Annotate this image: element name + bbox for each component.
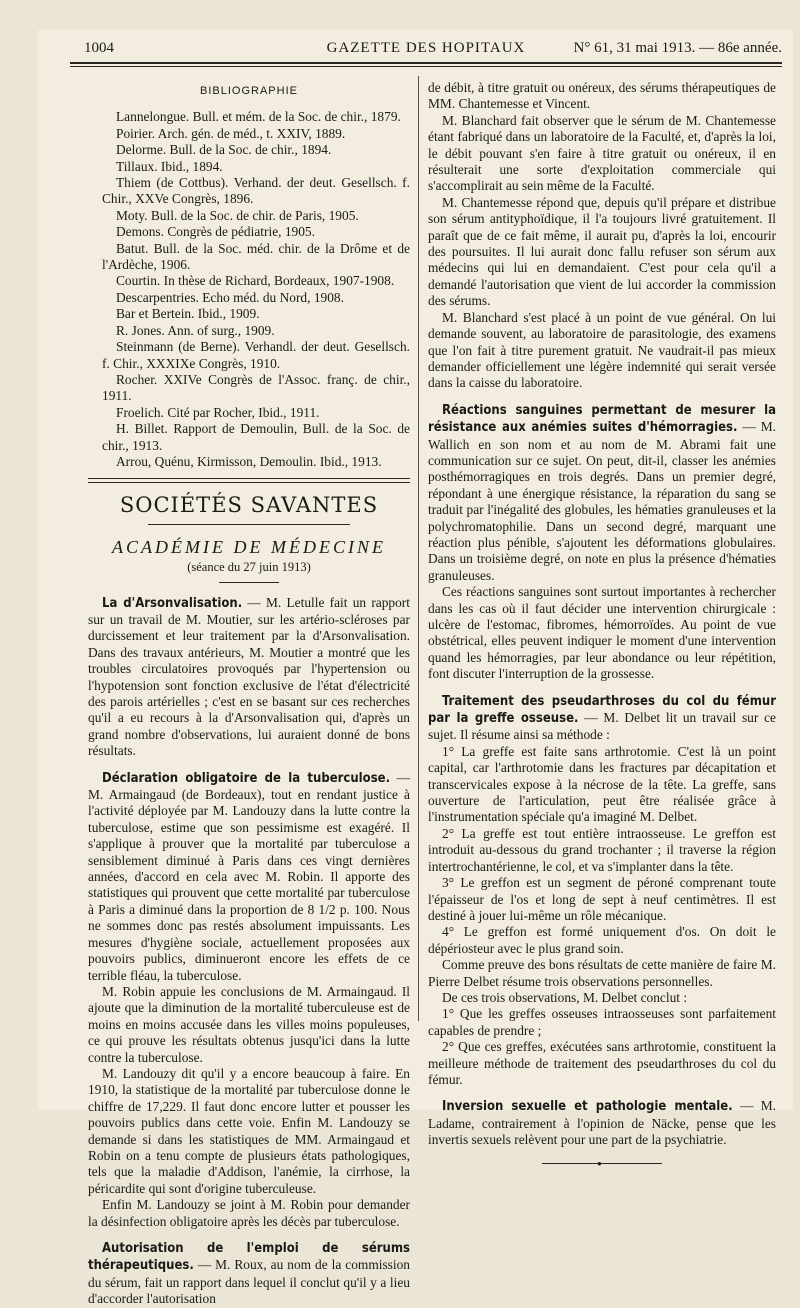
journal-title: GAZETTE DES HOPITAUX (326, 40, 526, 56)
article-paragraph: de débit, à titre gratuit ou onéreux, des sérums thérapeutiques de MM. Chantemesse et Vincent. (428, 80, 776, 112)
page-header (70, 40, 782, 60)
article-paragraph: M. Robin appuie les conclusions de M. Armaingaud. Il ajoute que la diminution de la mortalité tuberculeuse est de moins en moins accusée dans les villes moins populeuses, ce qui prouve les résultats obtenus jusqu'ici dans la lutte contre la tuberculose. (88, 983, 410, 1065)
article-paragraph: 1° La greffe est faite sans arthrotomie. C'est là un point capital, car l'arthrotomie dans les fractures par décapitation et transcervicales expose à la nécrose de la tête. La greffe, sans ouverture de l'articulation, peut être réalisée grâce à l'instrumentation spéciale qu'a imaginé M. Delbet. (428, 743, 776, 825)
article-title: Réactions sanguines permettant de mesurer la résistance aux anémies suites d'hémorragies. (428, 402, 776, 436)
seance-date: (séance du 27 juin 1913) (187, 560, 311, 575)
article-text: — M. Wallich en son nom et au nom de M. Abrami fait une communication sur ce sujet. On peut, dit-il, classer les anémies posthémorragiques en trois degrés. Dans un premier degré, répondant à une énergique résistance, la réparation du sang se traduit par l'inégalité des globules, les hématies granuleuses et la polychromatophilie. Dans un second degré, marquant une réaction plus pénible, s'ajoutent les déformations globulaires. Dans un troisième degré, on note en plus la présence d'hématies granuleuses. (428, 419, 776, 583)
article-tuberculose (88, 770, 410, 1230)
bib-entry: R. Jones. Ann. of surg., 1909. (116, 322, 275, 338)
page-number: 1004 (84, 40, 114, 56)
article-paragraph: Comme preuve des bons résultats de cette manière de faire M. Pierre Delbet résume trois observations personnelles. (428, 957, 776, 989)
article-text: — M. Delbet lit un travail sur ce sujet. Il résume ainsi sa méthode : (428, 710, 776, 743)
article-text: — M. Armaingaud (de Bordeaux), tout en rendant justice à l'activité déployée par M. Landouzy dans la lutte contre la tuberculose, estime que son pessimisme est exagéré. Il s'applique à prouver que la mortalité par tuberculose a sensiblement diminué à Paris dans ces vingt dernières années, d'accord en cela avec M. Robin. Il apporte des statistiques qui prouvent que cette mortalité par tuberculose à Paris a diminué dans la proportion de 8 1/2 p. 100. Nous ne sommes donc pas restés absolument impuissants. Les mesures d'hygiène sociale, actuellement proposées aux pouvoirs publics, diminueront encore les effets de ce terrible fléau, la tuberculose. (88, 769, 410, 983)
bib-entry: Arrou, Quénu, Kirmisson, Demoulin. Ibid., 1913. (116, 453, 382, 469)
article-paragraph: M. Landouzy dit qu'il y a encore beaucoup à faire. En 1910, la statistique de la mortalité par tuberculose donne le chiffre de 17,229. Il faut donc encore lutter et pousser les pouvoirs publics dans cette voie. Enfin M. Landouzy se demande si dans les statistiques de MM. Armaingaud et Robin on a tenu compte de plusieurs états pathologiques, tels que la maladie d'Addison, l'anémie, la cirrhose, la péricardite qui sont d'origine tuberculeuse. (88, 1065, 410, 1196)
right-column (428, 80, 776, 1164)
article-title: La d'Arsonvalisation. (102, 595, 243, 611)
article-pseudarthroses (428, 693, 776, 1089)
article-serums (88, 1240, 410, 1308)
bib-entry: Delorme. Bull. de la Soc. de chir., 1894. (116, 142, 332, 158)
article-paragraph: 4° Le greffon est formé uniquement d'os. On doit le dépériosteur avec le plus grand soin. (428, 924, 776, 956)
bibliography-heading: BIBLIOGRAPHIE (200, 85, 298, 97)
bib-entry: Bar et Bertein. Ibid., 1909. (116, 306, 260, 322)
article-paragraph: Enfin M. Landouzy se joint à M. Robin pour demander la désinfection obligatoire après les décès par tuberculose. (88, 1197, 410, 1229)
issue-info: N° 61, 31 mai 1913. — 86e année. (573, 40, 782, 56)
bib-entry: Descarpentries. Echo méd. du Nord, 1908. (116, 289, 344, 305)
column-divider (418, 76, 419, 1021)
article-inversion (428, 1098, 776, 1148)
section-title: SOCIÉTÉS SAVANTES (119, 493, 379, 518)
bib-entry: Courtin. In thèse de Richard, Bordeaux, 1907-1908. (116, 273, 395, 289)
section-title-rule (148, 524, 350, 525)
bibliography-list (88, 109, 410, 470)
end-ornament (542, 1163, 662, 1164)
article-paragraph: 3° Le greffon est un segment de péroné comprenant toute l'épaisseur de l'os et long de sept à neuf centimètres. Il est destiné à jouer lui-même un rôle mécanique. (428, 875, 776, 923)
bib-entry: Thiem (de Cottbus). Verhand. der deut. Gesellsch. f. Chir., XXVe Congrès, 1896. (102, 175, 410, 207)
bib-entry: Demons. Congrès de pédiatrie, 1905. (116, 224, 315, 240)
article-text: — M. Roux, au nom de la commission du sérum, fait un rapport dans lequel il conclut qu'il y a lieu d'accorder l'autorisation (88, 1257, 410, 1307)
bib-entry: Poirier. Arch. gén. de méd., t. XXIV, 1889. (116, 125, 346, 141)
article-paragraph: M. Blanchard fait observer que le sérum de M. Chantemesse étant fabriqué dans un laboratoire de la Faculté, et, d'après la loi, le débit pouvant s'en faire à titre gratuit ou onéreux, il en résulterait une sorte d'exploitation commerciale qui s'accomplirait au sein même de la Faculté. (428, 112, 776, 194)
bib-entry: Steinmann (de Berne). Verhandl. der deut. Gesellsch. f. Chir., XXXIXe Congrès, 1910. (102, 339, 410, 371)
bib-entry: Rocher. XXIVe Congrès de l'Assoc. franç. de chir., 1911. (102, 371, 410, 404)
bib-entry: Froelich. Cité par Rocher, Ibid., 1911. (116, 404, 320, 420)
article-title: Traitement des pseudarthroses du col du fémur par la greffe osseuse. (428, 693, 776, 727)
header-rule-thin (70, 66, 782, 67)
article-text: — M. Ladame, contrairement à l'opinion de Näcke, pense que les invertis sexuels relèvent pour une part de la psychiatrie. (428, 1098, 776, 1148)
serums-continuation (428, 80, 776, 392)
article-arsonvalisation (88, 595, 410, 760)
article-title: Autorisation de l'emploi de sérums thérapeutiques. (88, 1241, 410, 1274)
short-rule (219, 582, 279, 583)
bib-entry: H. Billet. Rapport de Demoulin, Bull. de la Soc. de chir., 1913. (102, 421, 410, 453)
article-paragraph: De ces trois observations, M. Delbet conclut : (442, 989, 688, 1005)
bib-entry: Lannelongue. Bull. et mém. de la Soc. de chir., 1879. (116, 109, 401, 125)
left-column (88, 80, 410, 1308)
section-rule (88, 478, 410, 479)
article-reactions-sanguines (428, 402, 776, 683)
article-title: Déclaration obligatoire de la tuberculose. (102, 770, 391, 786)
bib-entry: Batut. Bull. de la Soc. méd. chir. de la Drôme et de l'Ardèche, 1906. (102, 240, 410, 273)
article-paragraph: Ces réactions sanguines sont surtout importantes à rechercher dans les cas où il faut décider une intervention chirurgicale : ulcère de l'estomac, fibromes, hémorroïdes. Au point de vue obstétrical, elles peuvent indiquer le moment d'une intervention quand les hémorragies, par leur abondance ou leur répétition, font discuter l'interruption de la grossesse. (428, 584, 776, 682)
article-paragraph: 2° La greffe est tout entière intraosseuse. Le greffon est introduit au-dessous du grand trochanter ; il traverse la région intertrochantérienne, le col, et va s'implanter dans la tête. (428, 825, 776, 874)
article-paragraph: M. Chantemesse répond que, depuis qu'il prépare et distribue son sérum antityphoïdique, il l'a toujours livré gratuitement. Il paraît que de ce fait même, il aurait pu, d'après la loi, encourir des poursuites. Il lui aurait donc fallu refuser son sérum aux médecins qui lui en demandaient. C'est pour cela qu'il a demandé l'autorisation que vient de lui accorder la commission des sérums. (428, 194, 776, 309)
article-text: — M. Letulle fait un rapport sur un travail de M. Moutier, sur les artério-scléroses par durcissement et leur traitement par la d'Arsonvalisation. Dans des travaux antérieurs, M. Moutier a montré que les troubles circulatoires provoqués par l'hypertension ou l'hypotension sont fonction exclusive de l'état d'électricité des parois artérielles ; c'est en se basant sur ces recherches qu'il a eu recours à la d'Arsonvalisation qui, d'après un grand nombre d'observations, lui auraient donné de bons résultats. (88, 594, 410, 759)
article-paragraph: M. Blanchard s'est placé à un point de vue général. On lui demande souvent, au laboratoire de parasitologie, des examens que l'on fait à titre purement gratuit. Ne vaudrait-il pas mieux demander officiellement une légère indemnité qui serait versée dans la caisse du laboratoire. (428, 309, 776, 391)
article-title: Inversion sexuelle et pathologie mentale. (442, 1099, 733, 1115)
bib-entry: Moty. Bull. de la Soc. de chir. de Paris, 1905. (116, 207, 359, 223)
section-rule-thin (88, 482, 410, 483)
article-paragraph: 1° Que les greffes osseuses intraosseuses sont parfaitement capables de prendre ; (428, 1006, 776, 1038)
article-paragraph: 2° Que ces greffes, exécutées sans arthrotomie, constituent la meilleure méthode de traitement des pseudarthroses du col du fémur. (428, 1039, 776, 1087)
header-rule (70, 62, 782, 64)
bib-entry: Tillaux. Ibid., 1894. (116, 158, 223, 174)
academy-title: ACADÉMIE DE MÉDECINE (112, 536, 386, 557)
